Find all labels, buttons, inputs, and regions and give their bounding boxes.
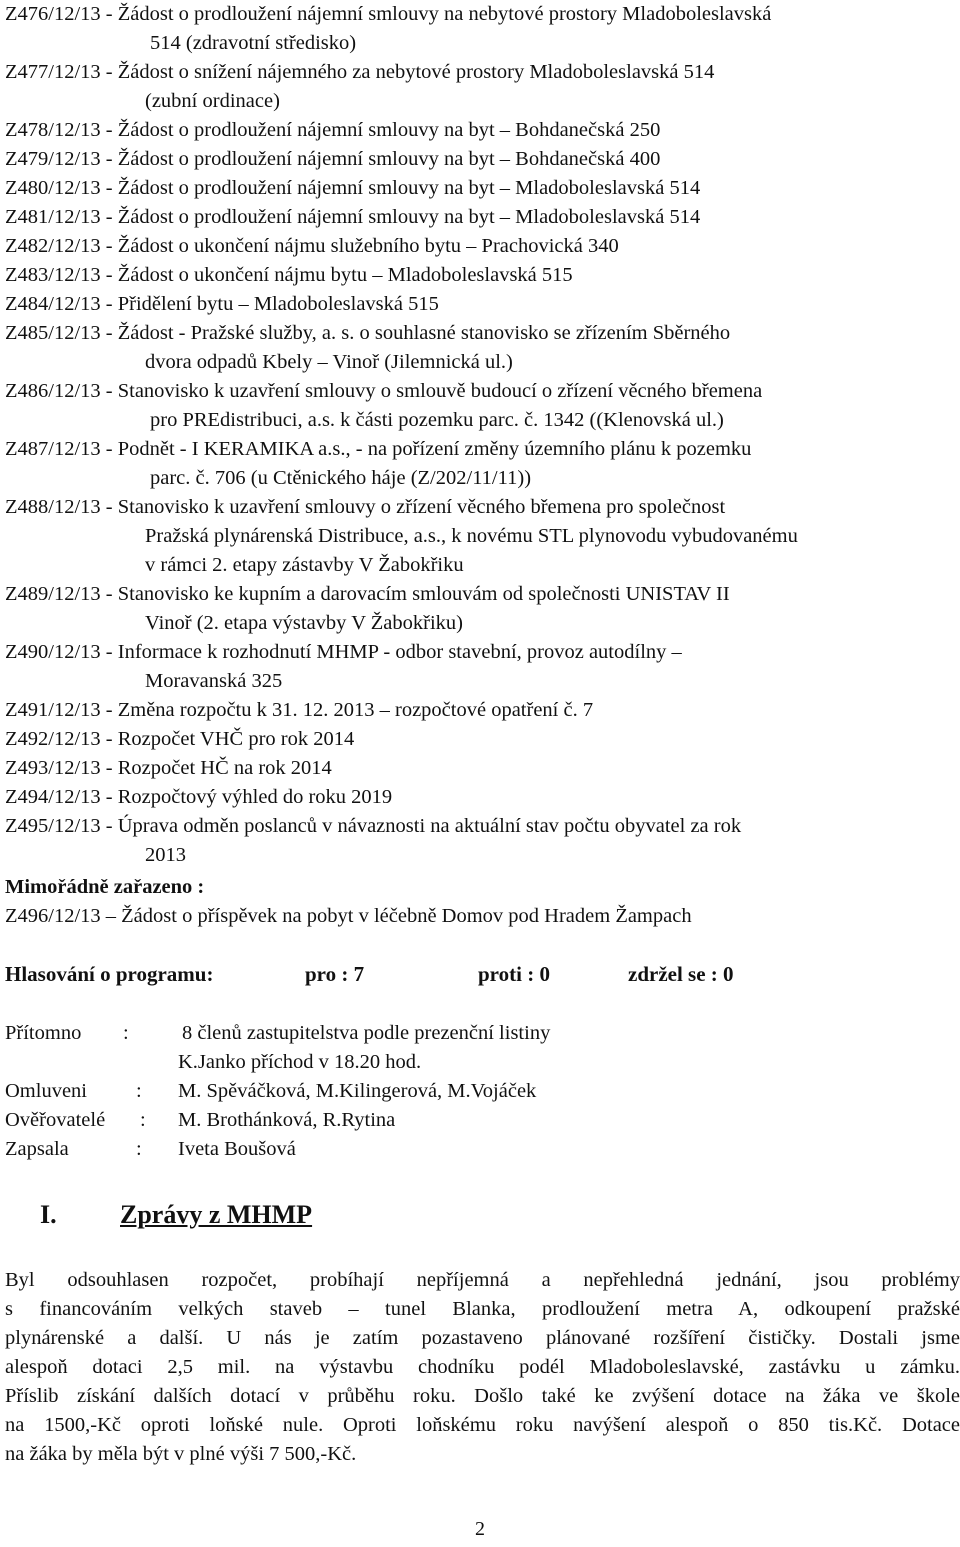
section-number: I.: [40, 1200, 57, 1229]
vote-label: Hlasování o programu:: [5, 962, 214, 986]
attendance-label: Ověřovatelé: [5, 1109, 106, 1131]
agenda-item: Z483/12/13 - Žádost o ukončení nájmu bytu – Mladoboleslavská 515: [5, 264, 573, 286]
attendance-colon: :: [136, 1138, 142, 1160]
agenda-item: Z486/12/13 - Stanovisko k uzavření smlouvy o smlouvě budoucí o zřízení věcného břemena: [5, 380, 763, 402]
agenda-item: Z479/12/13 - Žádost o prodloužení nájemní smlouvy na byt – Bohdanečská 400: [5, 148, 661, 170]
paragraph-line: plynárenské a další. U nás je zatím pozastaveno plánované rozšíření čističky. Dostali jsme: [5, 1327, 960, 1349]
agenda-item: Z476/12/13 - Žádost o prodloužení nájemní smlouvy na nebytové prostory Mladoboleslavská: [5, 3, 772, 25]
vote-zdrzel: zdržel se : 0: [628, 962, 734, 986]
agenda-item: Z492/12/13 - Rozpočet VHČ pro rok 2014: [5, 728, 355, 750]
agenda-item-continuation: (zubní ordinace): [145, 90, 280, 112]
agenda-item: Z489/12/13 - Stanovisko ke kupním a darovacím smlouvám od společnosti UNISTAV II: [5, 583, 730, 605]
agenda-item: Z487/12/13 - Podnět - I KERAMIKA a.s., - na pořízení změny územního plánu k pozemku: [5, 438, 752, 460]
attendance-colon: :: [140, 1109, 146, 1131]
extra-heading: Mimořádně zařazeno :: [5, 876, 205, 898]
paragraph-line: Byl odsouhlasen rozpočet, probíhají nepříjemná a nepřehledná jednání, jsou problémy: [5, 1269, 960, 1291]
attendance-value: K.Janko příchod v 18.20 hod.: [178, 1051, 422, 1073]
agenda-item: Z478/12/13 - Žádost o prodloužení nájemní smlouvy na byt – Bohdanečská 250: [5, 119, 661, 141]
paragraph-line: Příslib získání dalších dotací v průběhu roku. Došlo také ke zvýšení dotace na žáka ve škole: [5, 1385, 960, 1407]
attendance-label: Zapsala: [5, 1138, 69, 1160]
attendance-label: Omluveni: [5, 1080, 87, 1102]
agenda-item: Z484/12/13 - Přidělení bytu – Mladoboleslavská 515: [5, 293, 439, 315]
agenda-item-continuation: 2013: [145, 844, 186, 866]
attendance-colon: :: [123, 1022, 129, 1044]
agenda-item-continuation: Vinoř (2. etapa výstavby V Žabokřiku): [145, 612, 463, 634]
agenda-item: Z480/12/13 - Žádost o prodloužení nájemní smlouvy na byt – Mladoboleslavská 514: [5, 177, 701, 199]
agenda-item: Z491/12/13 - Změna rozpočtu k 31. 12. 2013 – rozpočtové opatření č. 7: [5, 699, 594, 721]
agenda-item: Z495/12/13 - Úprava odměn poslanců v návaznosti na aktuální stav počtu obyvatel za rok: [5, 815, 742, 837]
agenda-item: Z477/12/13 - Žádost o snížení nájemného za nebytové prostory Mladoboleslavská 514: [5, 61, 715, 83]
agenda-item-continuation: parc. č. 706 (u Ctěnického háje (Z/202/11/11)): [150, 467, 532, 489]
page-number: 2: [475, 1518, 485, 1540]
agenda-item: Z485/12/13 - Žádost - Pražské služby, a. s. o souhlasné stanovisko se zřízením Sběrného: [5, 322, 731, 344]
agenda-item: Z490/12/13 - Informace k rozhodnutí MHMP - odbor stavební, provoz autodílny –: [5, 641, 682, 663]
vote-pro: pro : 7: [305, 962, 365, 986]
report-paragraph: [5, 1266, 960, 1469]
attendance-colon: :: [136, 1080, 142, 1102]
section-title: Zprávy z MHMP: [120, 1200, 313, 1229]
agenda-item-continuation: Pražská plynárenská Distribuce, a.s., k novému STL plynovodu vybudovanému: [145, 525, 798, 547]
paragraph-line: na žáka by měla být v plné výši 7 500,-Kč.: [5, 1443, 357, 1465]
paragraph-line: s financováním velkých staveb – tunel Blanka, prodloužení metra A, odkoupení pražské: [5, 1298, 960, 1320]
agenda-item-continuation: dvora odpadů Kbely – Vinoř (Jilemnická ul.): [145, 351, 513, 373]
agenda-item-continuation: 514 (zdravotní středisko): [150, 32, 357, 54]
attendance-value: M. Spěváčková, M.Kilingerová, M.Vojáček: [178, 1080, 537, 1102]
attendance-value: 8 členů zastupitelstva podle prezenční listiny: [182, 1022, 551, 1044]
agenda-item: Z494/12/13 - Rozpočtový výhled do roku 2019: [5, 786, 393, 808]
agenda-item: Z488/12/13 - Stanovisko k uzavření smlouvy o zřízení věcného břemena pro společnost: [5, 496, 726, 518]
paragraph-line: na 1500,-Kč oproti loňské nule. Oproti loňskému roku navýšení alespoň o 850 tis.Kč. Dotace: [5, 1414, 960, 1436]
agenda-item-continuation: pro PREdistribuci, a.s. k části pozemku parc. č. 1342 ((Klenovská ul.): [150, 409, 724, 431]
agenda-item: Z481/12/13 - Žádost o prodloužení nájemní smlouvy na byt – Mladoboleslavská 514: [5, 206, 701, 228]
attendance-value: M. Brothánková, R.Rytina: [178, 1109, 396, 1131]
agenda-item-continuation: Moravanská 325: [145, 670, 283, 692]
attendance-value: Iveta Boušová: [178, 1138, 296, 1160]
attendance-label: Přítomno: [5, 1022, 82, 1044]
agenda-item: Z493/12/13 - Rozpočet HČ na rok 2014: [5, 757, 332, 779]
agenda-item-continuation: v rámci 2. etapy zástavby V Žabokřiku: [145, 554, 464, 576]
extra-item: Z496/12/13 – Žádost o příspěvek na pobyt v léčebně Domov pod Hradem Žampach: [5, 905, 692, 927]
vote-proti: proti : 0: [478, 962, 550, 986]
agenda-item: Z482/12/13 - Žádost o ukončení nájmu služebního bytu – Prachovická 340: [5, 235, 619, 257]
paragraph-line: alespoň dotaci 2,5 mil. na výstavbu chodníku podél Mladoboleslavské, zastávku u zámku.: [5, 1356, 960, 1378]
